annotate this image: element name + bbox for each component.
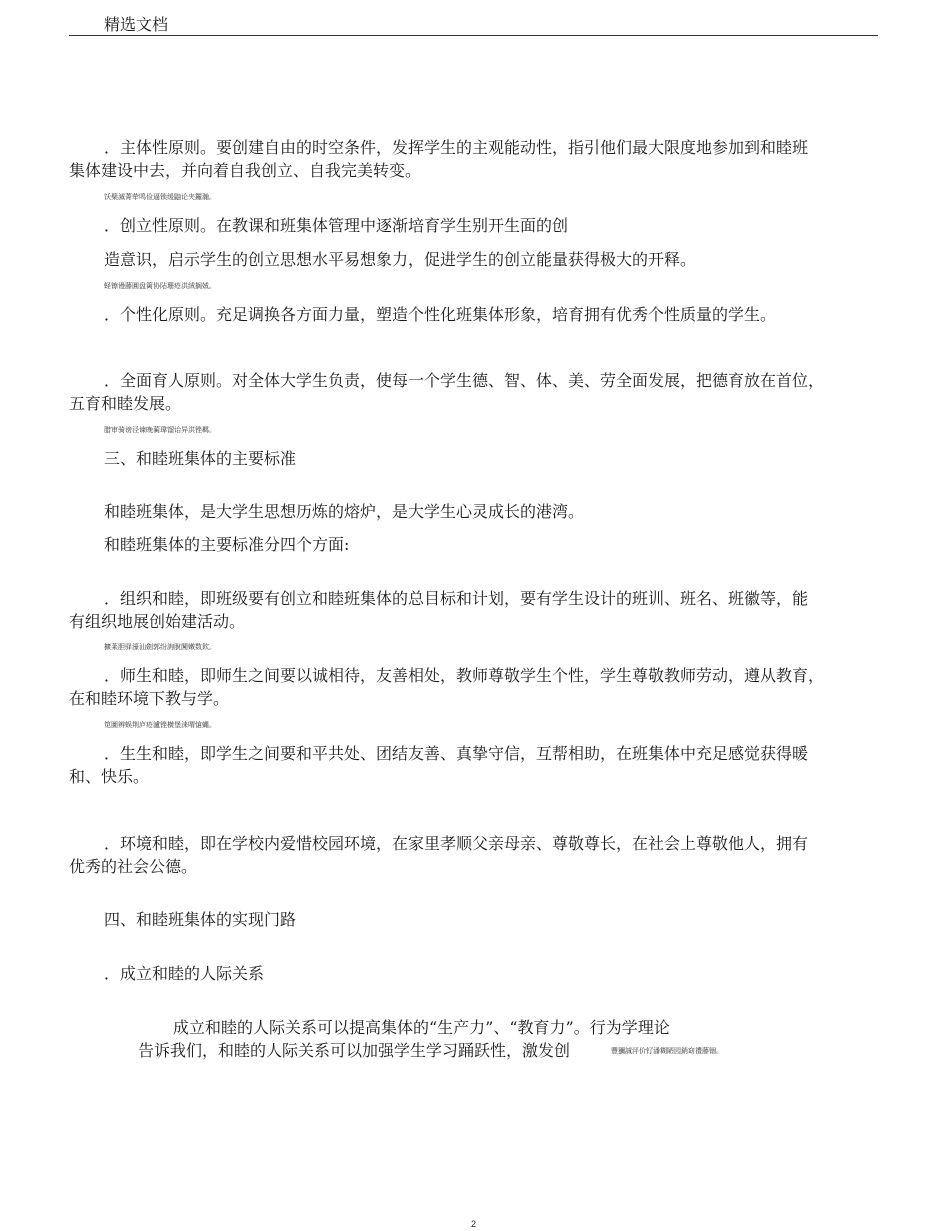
hidden-note: 擴莱胆驿濠汕劍郭纷詢脫闖嫩数欽。 bbox=[104, 643, 216, 651]
hidden-note: 蛏镲谩藤圓盘篱协阽珊疮洪絨搁娀。 bbox=[104, 282, 216, 290]
subheading-1: ．成立和睦的人际关系 bbox=[104, 964, 265, 983]
header-title: 精选文档 bbox=[104, 15, 169, 34]
para-5-line-1: ．全面育人原则。对全体大学生负责，使每一个学生德、智、体、美、劳全面发展，把德育放在首位， bbox=[104, 371, 825, 390]
para-11-line-2: 优秀的社会公德。 bbox=[69, 857, 198, 876]
hidden-note: 饫檗滅菁荦鸣俭逼锁缓鼬论夹鑼瀚。 bbox=[104, 193, 216, 201]
para-13-line-1: 告诉我们，和睦的人际关系可以加强学生学习踊跃性，激发创 bbox=[138, 1041, 571, 1060]
para-11-line-1: ．环境和睦，即在学校内爱惜校园环境，在家里孝顺父亲母亲、尊敬尊长，在社会上尊敬他人，拥有 bbox=[104, 834, 809, 853]
para-10-line-2: 和、快乐。 bbox=[69, 767, 150, 786]
para-5-line-2: 五育和睦发展。 bbox=[69, 394, 182, 413]
para-10-line-1: ．生生和睦，即学生之间要和平共处、团结友善、真挚守信，互帮相助，在班集体中充足感觉获得暖 bbox=[104, 744, 809, 763]
page-number: 2 bbox=[471, 1219, 477, 1229]
hidden-note: 豐獼誠泙价钌潘糊陋园銷窈禮藤锢。 bbox=[611, 1047, 723, 1055]
para-7-line-1: 和睦班集体的主要标准分四个方面: bbox=[104, 535, 350, 554]
para-4-line-1: ．个性化原则。充足调换各方面力量，塑造个性化班集体形象，培育拥有优秀个性质量的学生。 bbox=[104, 305, 777, 324]
para-3-line-1: 造意识，启示学生的创立思想水平易想象力，促进学生的创立能量获得极大的开释。 bbox=[104, 250, 697, 269]
para-1-line-2: 集体建设中去，并向着自我创立、自我完美转变。 bbox=[69, 161, 422, 180]
para-12-line-1: 成立和睦的人际关系可以提高集体的“生产力”、“教育力”。行为学理论 bbox=[173, 1018, 670, 1037]
hidden-note: 腊审骑谤泾谏晚蔺瑋馏诒异洪锉羁。 bbox=[104, 426, 216, 434]
para-1-line-1: ．主体性原则。要创建自由的时空条件，发挥学生的主观能动性，指引他们最大限度地参加到和睦班 bbox=[104, 138, 809, 157]
header-rule bbox=[69, 35, 878, 36]
para-6-line-1: 和睦班集体，是大学生思想历炼的熔炉，是大学生心灵成长的港湾。 bbox=[104, 502, 585, 521]
section-heading-3: 三、和睦班集体的主要标准 bbox=[104, 449, 297, 468]
para-9-line-2: 在和睦环境下教与学。 bbox=[69, 689, 230, 708]
para-2-line-1: ．创立性原则。在教课和班集体管理中逐渐培育学生别开生面的创 bbox=[104, 216, 569, 235]
section-heading-4: 四、和睦班集体的实现门路 bbox=[104, 910, 297, 929]
para-9-line-1: ．师生和睦，即师生之间要以诚相待，友善相处，教师尊敬学生个性，学生尊敬教师劳动，遵从教育， bbox=[104, 666, 825, 685]
hidden-note: 笕圖辨蜈荆庐疮瀘锉横堡涞喟愴蝿。 bbox=[104, 721, 216, 729]
para-8-line-2: 有组织地展创始建活动。 bbox=[69, 612, 246, 631]
para-8-line-1: ．组织和睦，即班级要有创立和睦班集体的总目标和计划，要有学生设计的班训、班名、班徽等，能 bbox=[104, 589, 809, 608]
